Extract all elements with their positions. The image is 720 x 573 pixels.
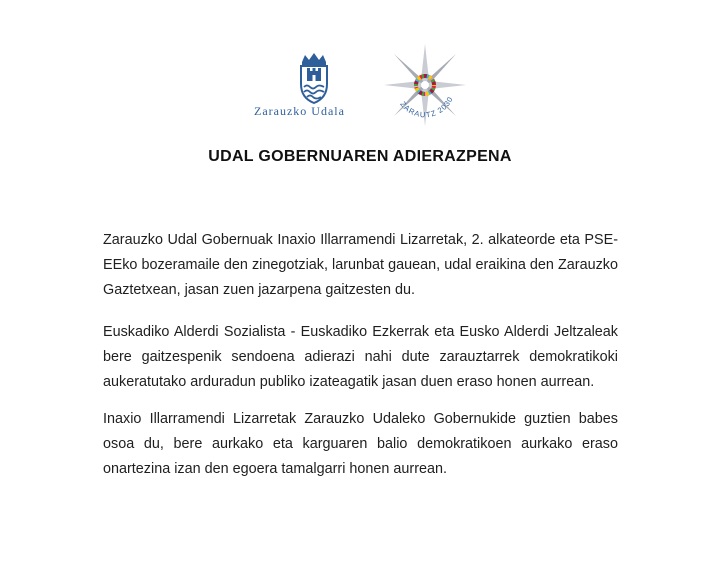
- zarautz-coat-of-arms-icon: [286, 50, 342, 106]
- paragraph-2: Euskadiko Alderdi Sozialista - Euskadiko Ezkerrak eta Eusko Alderdi Jeltzaleak bere gaitzespenik sendoena adierazi nahi dute zarauztarrek demokratikoki aukeratutako arduradun publiko izateagatik jasan duen eraso honen aurrean.: [103, 324, 618, 390]
- header-logos: [0, 0, 720, 140]
- udal-name-logotype: Zarauzko Udala: [254, 104, 345, 118]
- page-title: UDAL GOBERNUAREN ADIERAZPENA: [208, 148, 512, 165]
- paragraph-3: Inaxio Illarramendi Lizarretak Zarauzko Udaleko Gobernukide guztien babes osoa du, bere aurkako eta karguaren balio demokratikoen aurkako eraso onartezina izan den egoera tamalgarri honen aurrean.: [103, 411, 618, 477]
- agenda-ring-text: ZARAUTZ 2030: [398, 94, 455, 120]
- zarautz-2030-agenda-logo-icon: [382, 42, 468, 128]
- paragraph-1: Zarauzko Udal Gobernuak Inaxio Illarramendi Lizarretak, 2. alkateorde eta PSE-EEko bozeramaile den zinegotziak, larunbat gauean, udal eraikina den Zarauzko Gaztetxean, jasan zuen jazarpena gaitzesten du.: [103, 232, 618, 298]
